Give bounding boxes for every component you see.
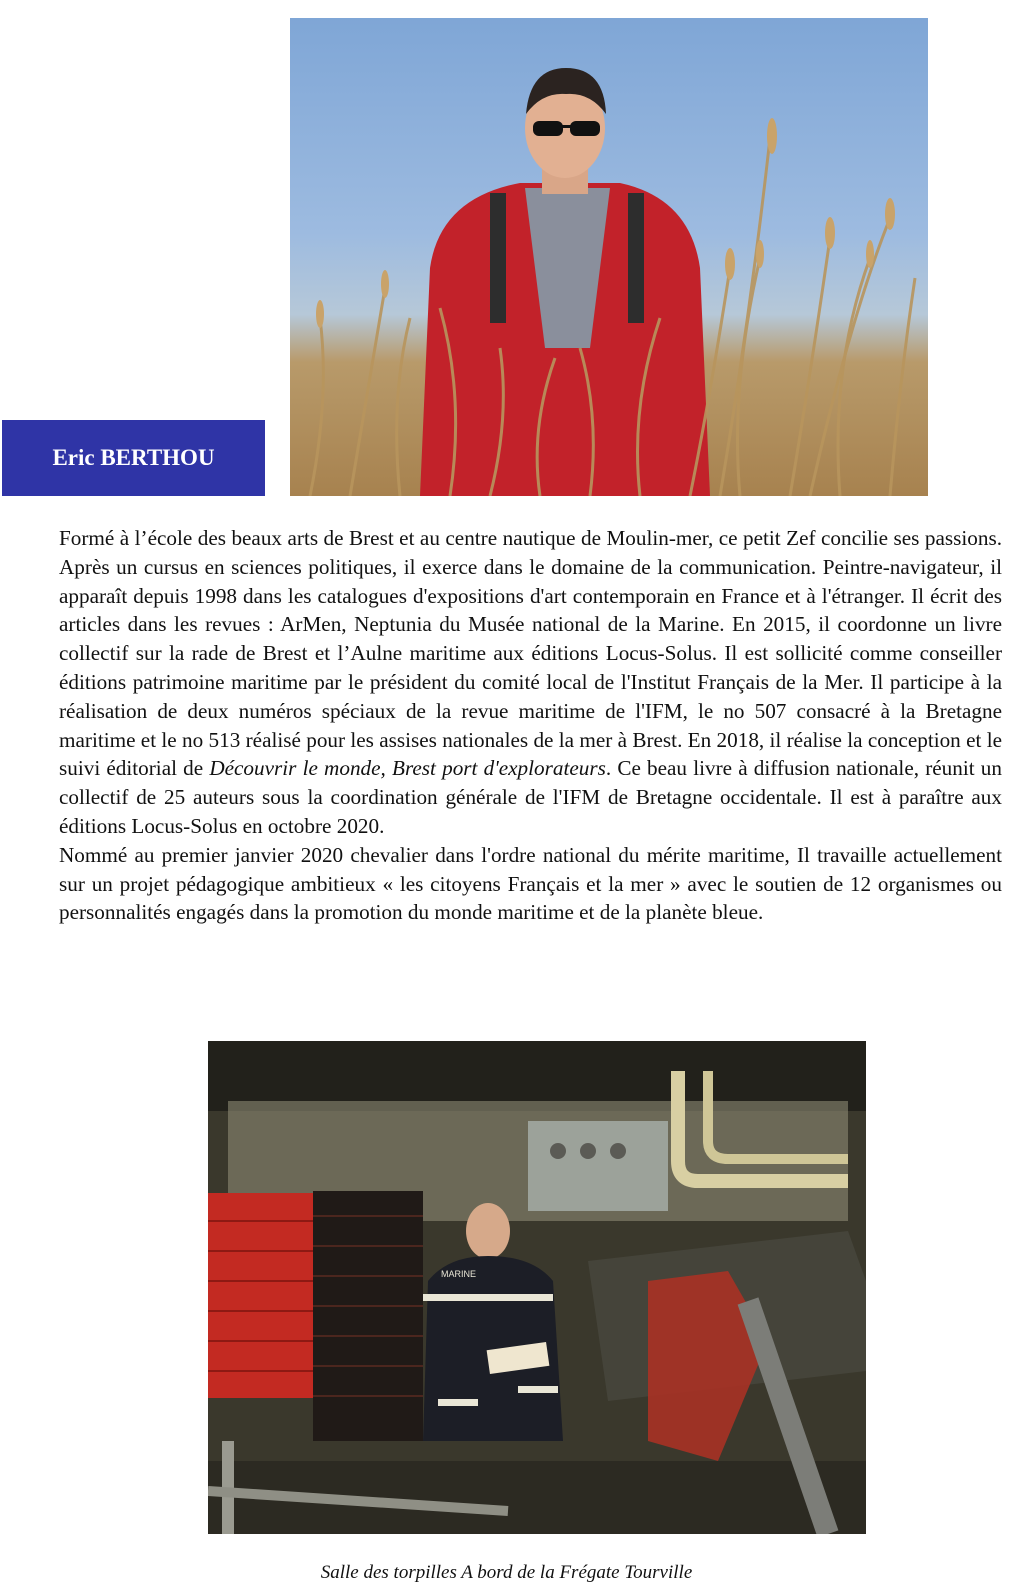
name-banner [2,420,265,496]
person-name: Eric BERTHOU [52,445,215,470]
bio-text-1a: Formé à l’école des beaux arts de Brest et au centre nautique de Moulin-mer, ce petit Zef concilie ses passions. Après un cursus en sciences politiques, il exerce dans le domaine de la communication. Peintre-navigateur, il apparaît depuis 1998 dans les catalogues d'expositions d'art contemporain en France et à l'étranger. Il écrit des articles dans les revues : ArMen, Neptunia du Musée national de la Marine. En 2015, il coordonne un livre collectif sur la rade de Brest et l’Aulne maritime aux éditions Locus-Solus. Il est sollicité comme conseiller éditions patrimoine maritime par le président du comité local de l'Institut Français de la Mer. Il participe à la réalisation de deux numéros spéciaux de la revue maritime de l'IFM, le no 507 consacré à la Bretagne maritime et le no 513 réalisé pour les assises nationales de la mer à Brest. En 2018, il réalise la conception et le suivi éditorial de [59,526,1002,781]
bio-text-1b: . Ce beau livre à diffusion nationale, réunit un collectif de 25 auteurs sous la coordination générale de l'IFM de Bretagne occidentale. Il est à paraître aux éditions Locus-Solus en octobre 2020. [59,756,1002,838]
portrait-illustration [290,18,928,496]
jacket-label: MARINE [441,1269,477,1279]
bio-paragraph-1 [59,524,1002,841]
biography [59,524,1002,927]
book-title: Découvrir le monde, Brest port d'explorateurs [209,756,606,781]
photo-caption: Salle des torpilles A bord de la Frégate Tourville [320,1562,693,1583]
torpedo-room-illustration [208,1041,866,1534]
portrait-photo [290,18,928,496]
bio-paragraph-2: Nommé au premier janvier 2020 chevalier dans l'ordre national du mérite maritime, Il travaille actuellement sur un projet pédagogique ambitieux « les citoyens Français et la mer » avec le soutien de 12 organismes ou personnalités engagés dans la promotion du monde maritime et de la planète bleue. [59,842,1002,925]
torpedo-room-photo [208,1041,866,1534]
